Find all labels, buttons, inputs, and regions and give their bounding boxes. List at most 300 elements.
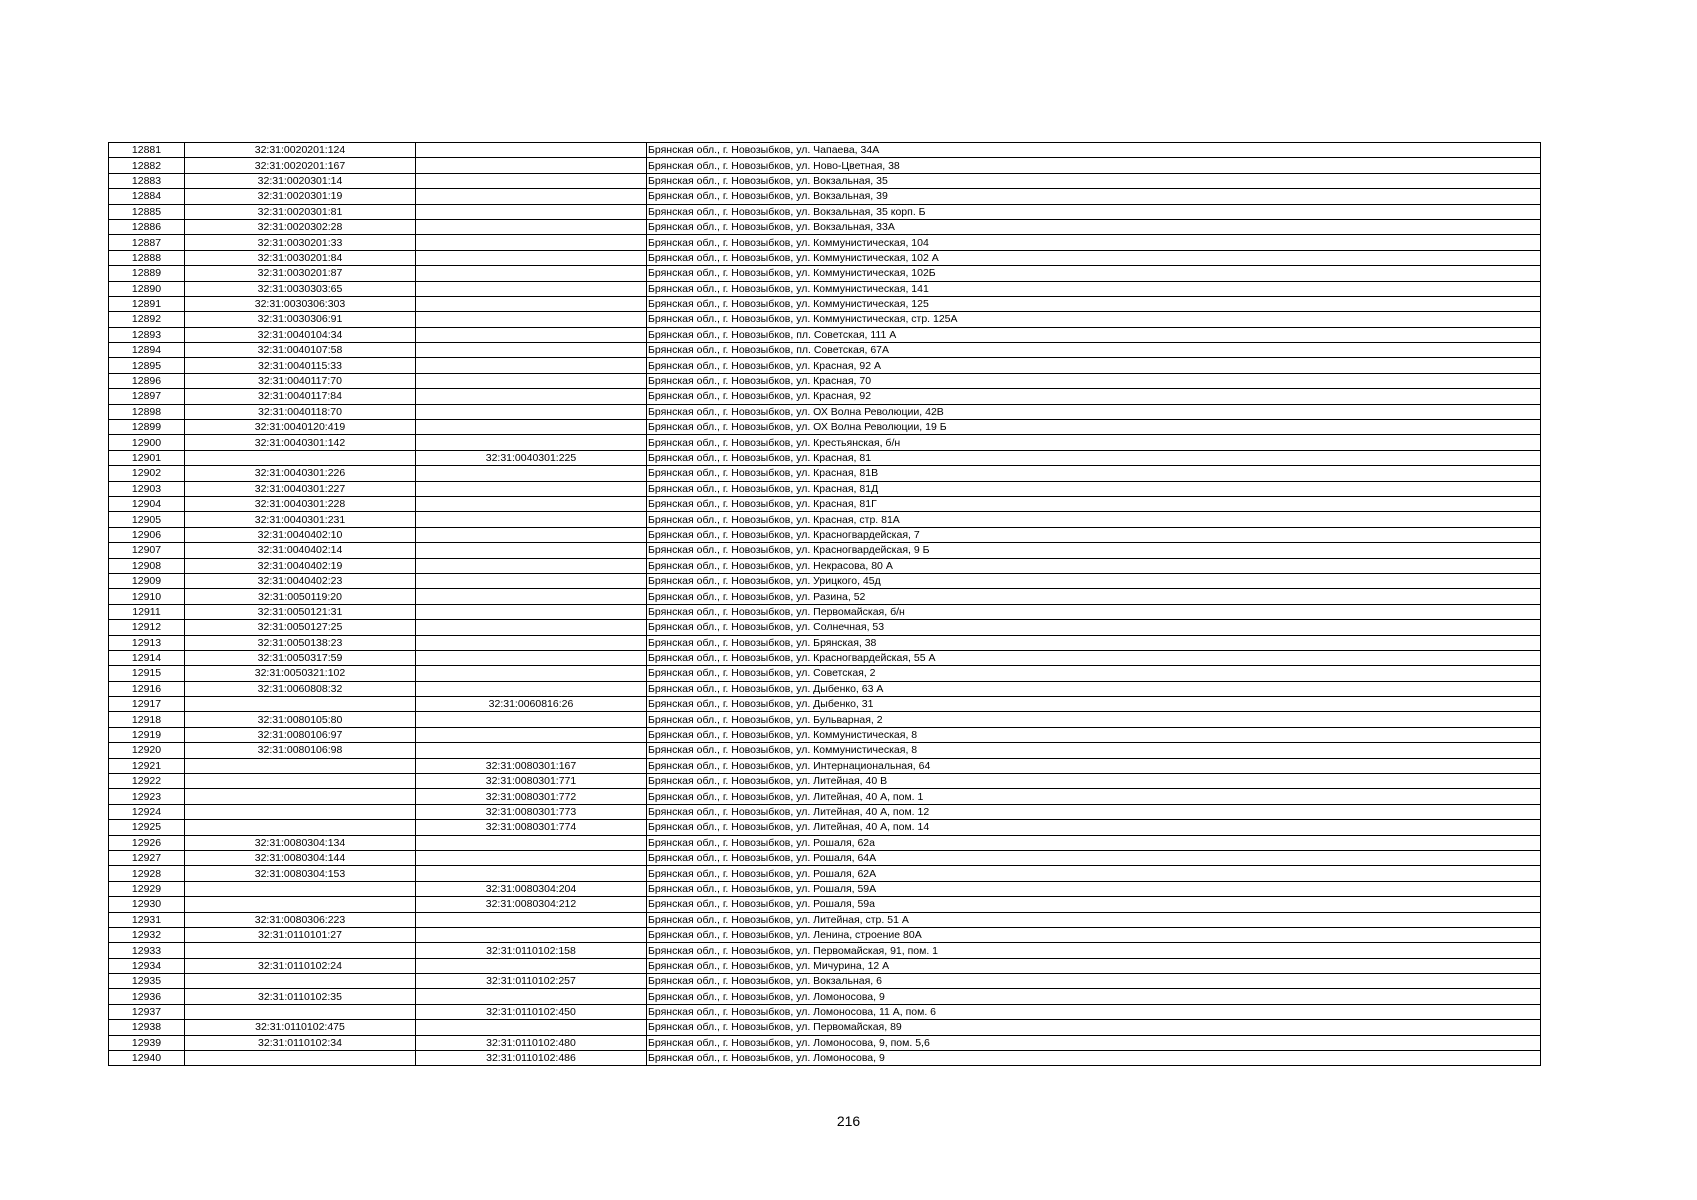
cadastral-number-cell: 32:31:0050127:25 xyxy=(185,620,416,635)
cadastral-number-alt-cell xyxy=(416,250,647,265)
address-cell: Брянская обл., г. Новозыбков, ул. Ломоносова, 9, пом. 5,6 xyxy=(647,1035,1541,1050)
row-number-cell: 12885 xyxy=(109,204,185,219)
table-row xyxy=(109,173,1541,188)
row-number-cell: 12898 xyxy=(109,404,185,419)
row-number-cell: 12886 xyxy=(109,219,185,234)
table-row xyxy=(109,589,1541,604)
address-cell: Брянская обл., г. Новозыбков, ул. Рошаля, 59а xyxy=(647,897,1541,912)
row-number-cell: 12934 xyxy=(109,958,185,973)
cadastral-number-cell: 32:31:0030201:87 xyxy=(185,266,416,281)
row-number-cell: 12884 xyxy=(109,189,185,204)
address-cell: Брянская обл., г. Новозыбков, ул. Коммунистическая, 102 А xyxy=(647,250,1541,265)
cadastral-number-alt-cell: 32:31:0110102:257 xyxy=(416,974,647,989)
cadastral-number-cell: 32:31:0080306:223 xyxy=(185,912,416,927)
table-row xyxy=(109,312,1541,327)
table-row xyxy=(109,296,1541,311)
cadastral-number-alt-cell xyxy=(416,543,647,558)
table-row xyxy=(109,327,1541,342)
row-number-cell: 12894 xyxy=(109,343,185,358)
table-row xyxy=(109,635,1541,650)
address-cell: Брянская обл., г. Новозыбков, ул. Коммунистическая, 102Б xyxy=(647,266,1541,281)
cadastral-number-cell: 32:31:0060808:32 xyxy=(185,681,416,696)
table-row xyxy=(109,250,1541,265)
address-cell: Брянская обл., г. Новозыбков, ул. Коммунистическая, 104 xyxy=(647,235,1541,250)
cadastral-number-alt-cell: 32:31:0110102:480 xyxy=(416,1035,647,1050)
row-number-cell: 12887 xyxy=(109,235,185,250)
cadastral-number-cell: 32:31:0080304:134 xyxy=(185,835,416,850)
cadastral-number-alt-cell xyxy=(416,958,647,973)
table-row xyxy=(109,804,1541,819)
cadastral-number-cell: 32:31:0040402:14 xyxy=(185,543,416,558)
table-row xyxy=(109,543,1541,558)
row-number-cell: 12903 xyxy=(109,481,185,496)
row-number-cell: 12917 xyxy=(109,697,185,712)
row-number-cell: 12905 xyxy=(109,512,185,527)
cadastral-number-cell xyxy=(185,820,416,835)
cadastral-number-alt-cell xyxy=(416,912,647,927)
cadastral-number-alt-cell: 32:31:0080304:212 xyxy=(416,897,647,912)
cadastral-number-alt-cell xyxy=(416,496,647,511)
row-number-cell: 12901 xyxy=(109,450,185,465)
table-row xyxy=(109,943,1541,958)
cadastral-number-alt-cell: 32:31:0080301:167 xyxy=(416,758,647,773)
cadastral-number-alt-cell xyxy=(416,173,647,188)
cadastral-number-cell: 32:31:0040301:226 xyxy=(185,466,416,481)
cadastral-number-cell: 32:31:0050321:102 xyxy=(185,666,416,681)
table-row xyxy=(109,281,1541,296)
row-number-cell: 12896 xyxy=(109,373,185,388)
cadastral-number-cell xyxy=(185,758,416,773)
address-cell: Брянская обл., г. Новозыбков, ул. Коммунистическая, 8 xyxy=(647,727,1541,742)
cadastral-number-alt-cell xyxy=(416,512,647,527)
row-number-cell: 12890 xyxy=(109,281,185,296)
address-cell: Брянская обл., г. Новозыбков, ул. Мичурина, 12 А xyxy=(647,958,1541,973)
cadastral-number-alt-cell xyxy=(416,635,647,650)
table-row xyxy=(109,1004,1541,1019)
address-cell: Брянская обл., г. Новозыбков, ул. Ломоносова, 11 А, пом. 6 xyxy=(647,1004,1541,1019)
row-number-cell: 12912 xyxy=(109,620,185,635)
cadastral-number-alt-cell xyxy=(416,327,647,342)
table-row xyxy=(109,774,1541,789)
row-number-cell: 12895 xyxy=(109,358,185,373)
registry-table-body xyxy=(109,143,1541,1066)
address-cell: Брянская обл., г. Новозыбков, ул. Красногвардейская, 7 xyxy=(647,527,1541,542)
cadastral-number-cell: 32:31:0030306:91 xyxy=(185,312,416,327)
table-row xyxy=(109,604,1541,619)
cadastral-number-cell: 32:31:0030303:65 xyxy=(185,281,416,296)
address-cell: Брянская обл., г. Новозыбков, ул. Вокзальная, 39 xyxy=(647,189,1541,204)
row-number-cell: 12909 xyxy=(109,573,185,588)
cadastral-number-cell: 32:31:0110102:475 xyxy=(185,1020,416,1035)
cadastral-number-cell: 32:31:0040301:228 xyxy=(185,496,416,511)
table-row xyxy=(109,558,1541,573)
address-cell: Брянская обл., г. Новозыбков, ул. Литейная, 40 А, пом. 12 xyxy=(647,804,1541,819)
cadastral-number-alt-cell xyxy=(416,435,647,450)
address-cell: Брянская обл., г. Новозыбков, ул. Красногвардейская, 55 А xyxy=(647,650,1541,665)
cadastral-number-cell: 32:31:0040118:70 xyxy=(185,404,416,419)
cadastral-number-alt-cell xyxy=(416,712,647,727)
table-row xyxy=(109,820,1541,835)
row-number-cell: 12892 xyxy=(109,312,185,327)
table-row xyxy=(109,235,1541,250)
row-number-cell: 12904 xyxy=(109,496,185,511)
row-number-cell: 12925 xyxy=(109,820,185,835)
address-cell: Брянская обл., г. Новозыбков, ул. Литейная, 40 А, пом. 1 xyxy=(647,789,1541,804)
table-row xyxy=(109,481,1541,496)
table-row xyxy=(109,389,1541,404)
row-number-cell: 12900 xyxy=(109,435,185,450)
row-number-cell: 12893 xyxy=(109,327,185,342)
table-row xyxy=(109,974,1541,989)
cadastral-number-alt-cell xyxy=(416,204,647,219)
cadastral-number-cell xyxy=(185,774,416,789)
row-number-cell: 12897 xyxy=(109,389,185,404)
row-number-cell: 12938 xyxy=(109,1020,185,1035)
table-row xyxy=(109,927,1541,942)
cadastral-number-cell: 32:31:0040301:142 xyxy=(185,435,416,450)
row-number-cell: 12922 xyxy=(109,774,185,789)
table-row xyxy=(109,420,1541,435)
cadastral-number-alt-cell: 32:31:0110102:450 xyxy=(416,1004,647,1019)
cadastral-number-alt-cell: 32:31:0060816:26 xyxy=(416,697,647,712)
address-cell: Брянская обл., г. Новозыбков, ул. Красная, 70 xyxy=(647,373,1541,388)
table-row xyxy=(109,358,1541,373)
row-number-cell: 12891 xyxy=(109,296,185,311)
address-cell: Брянская обл., г. Новозыбков, ул. Вокзальная, 35 xyxy=(647,173,1541,188)
cadastral-number-cell xyxy=(185,897,416,912)
address-cell: Брянская обл., г. Новозыбков, ул. Красная, 81В xyxy=(647,466,1541,481)
address-cell: Брянская обл., г. Новозыбков, ул. Коммунистическая, 125 xyxy=(647,296,1541,311)
cadastral-number-cell: 32:31:0110102:35 xyxy=(185,989,416,1004)
table-row xyxy=(109,620,1541,635)
address-cell: Брянская обл., г. Новозыбков, ул. Вокзальная, 6 xyxy=(647,974,1541,989)
cadastral-number-cell: 32:31:0030306:303 xyxy=(185,296,416,311)
address-cell: Брянская обл., г. Новозыбков, ул. ОХ Волна Революции, 42В xyxy=(647,404,1541,419)
cadastral-number-cell: 32:31:0040117:84 xyxy=(185,389,416,404)
row-number-cell: 12910 xyxy=(109,589,185,604)
address-cell: Брянская обл., г. Новозыбков, ул. Первомайская, б/н xyxy=(647,604,1541,619)
cadastral-number-cell: 32:31:0040402:10 xyxy=(185,527,416,542)
registry-table xyxy=(108,142,1541,1066)
table-row xyxy=(109,958,1541,973)
cadastral-number-cell: 32:31:0020201:124 xyxy=(185,143,416,158)
cadastral-number-alt-cell xyxy=(416,343,647,358)
cadastral-number-alt-cell: 32:31:0080301:774 xyxy=(416,820,647,835)
row-number-cell: 12928 xyxy=(109,866,185,881)
address-cell: Брянская обл., г. Новозыбков, ул. Красная, 92 А xyxy=(647,358,1541,373)
cadastral-number-alt-cell xyxy=(416,573,647,588)
address-cell: Брянская обл., г. Новозыбков, пл. Советская, 111 А xyxy=(647,327,1541,342)
address-cell: Брянская обл., г. Новозыбков, ул. Рошаля, 64А xyxy=(647,850,1541,865)
cadastral-number-alt-cell xyxy=(416,420,647,435)
address-cell: Брянская обл., г. Новозыбков, ул. Дыбенко, 63 А xyxy=(647,681,1541,696)
address-cell: Брянская обл., г. Новозыбков, ул. ОХ Волна Революции, 19 Б xyxy=(647,420,1541,435)
table-row xyxy=(109,343,1541,358)
address-cell: Брянская обл., г. Новозыбков, ул. Ломоносова, 9 xyxy=(647,1051,1541,1066)
cadastral-number-cell: 32:31:0110101:27 xyxy=(185,927,416,942)
cadastral-number-alt-cell xyxy=(416,681,647,696)
address-cell: Брянская обл., г. Новозыбков, ул. Красная, 81Г xyxy=(647,496,1541,511)
cadastral-number-alt-cell: 32:31:0080301:771 xyxy=(416,774,647,789)
cadastral-number-alt-cell xyxy=(416,312,647,327)
row-number-cell: 12921 xyxy=(109,758,185,773)
table-row xyxy=(109,835,1541,850)
row-number-cell: 12931 xyxy=(109,912,185,927)
cadastral-number-alt-cell xyxy=(416,481,647,496)
cadastral-number-cell: 32:31:0080106:97 xyxy=(185,727,416,742)
address-cell: Брянская обл., г. Новозыбков, ул. Некрасова, 80 А xyxy=(647,558,1541,573)
table-row xyxy=(109,881,1541,896)
table-row xyxy=(109,850,1541,865)
address-cell: Брянская обл., г. Новозыбков, ул. Первомайская, 91, пом. 1 xyxy=(647,943,1541,958)
address-cell: Брянская обл., г. Новозыбков, ул. Крестьянская, б/н xyxy=(647,435,1541,450)
table-row xyxy=(109,650,1541,665)
row-number-cell: 12916 xyxy=(109,681,185,696)
table-row xyxy=(109,789,1541,804)
cadastral-number-alt-cell: 32:31:0040301:225 xyxy=(416,450,647,465)
row-number-cell: 12907 xyxy=(109,543,185,558)
table-row xyxy=(109,866,1541,881)
address-cell: Брянская обл., г. Новозыбков, ул. Чапаева, 34А xyxy=(647,143,1541,158)
address-cell: Брянская обл., г. Новозыбков, ул. Рошаля, 59А xyxy=(647,881,1541,896)
address-cell: Брянская обл., г. Новозыбков, ул. Урицкого, 45д xyxy=(647,573,1541,588)
cadastral-number-alt-cell xyxy=(416,158,647,173)
address-cell: Брянская обл., г. Новозыбков, ул. Коммунистическая, стр. 125А xyxy=(647,312,1541,327)
address-cell: Брянская обл., г. Новозыбков, ул. Литейная, стр. 51 А xyxy=(647,912,1541,927)
page-number: 216 xyxy=(836,1113,861,1129)
table-row xyxy=(109,496,1541,511)
table-row xyxy=(109,1035,1541,1050)
row-number-cell: 12889 xyxy=(109,266,185,281)
table-row xyxy=(109,743,1541,758)
cadastral-number-cell xyxy=(185,804,416,819)
address-cell: Брянская обл., г. Новозыбков, ул. Вокзальная, 33А xyxy=(647,219,1541,234)
row-number-cell: 12920 xyxy=(109,743,185,758)
cadastral-number-alt-cell xyxy=(416,389,647,404)
address-cell: Брянская обл., г. Новозыбков, ул. Рошаля, 62А xyxy=(647,866,1541,881)
address-cell: Брянская обл., г. Новозыбков, ул. Разина, 52 xyxy=(647,589,1541,604)
row-number-cell: 12924 xyxy=(109,804,185,819)
cadastral-number-alt-cell xyxy=(416,527,647,542)
table-row xyxy=(109,219,1541,234)
address-cell: Брянская обл., г. Новозыбков, ул. Солнечная, 53 xyxy=(647,620,1541,635)
cadastral-number-cell: 32:31:0040115:33 xyxy=(185,358,416,373)
cadastral-number-cell: 32:31:0110102:24 xyxy=(185,958,416,973)
cadastral-number-alt-cell xyxy=(416,650,647,665)
table-row xyxy=(109,527,1541,542)
address-cell: Брянская обл., г. Новозыбков, ул. Красногвардейская, 9 Б xyxy=(647,543,1541,558)
cadastral-number-alt-cell xyxy=(416,281,647,296)
address-cell: Брянская обл., г. Новозыбков, ул. Коммунистическая, 141 xyxy=(647,281,1541,296)
address-cell: Брянская обл., г. Новозыбков, ул. Красная, 81 xyxy=(647,450,1541,465)
table-row xyxy=(109,573,1541,588)
address-cell: Брянская обл., г. Новозыбков, ул. Ново-Цветная, 38 xyxy=(647,158,1541,173)
cadastral-number-alt-cell xyxy=(416,604,647,619)
cadastral-number-alt-cell xyxy=(416,143,647,158)
table-row xyxy=(109,158,1541,173)
cadastral-number-cell xyxy=(185,974,416,989)
address-cell: Брянская обл., г. Новозыбков, ул. Вокзальная, 35 корп. Б xyxy=(647,204,1541,219)
address-cell: Брянская обл., г. Новозыбков, ул. Литейная, 40 А, пом. 14 xyxy=(647,820,1541,835)
cadastral-number-cell xyxy=(185,1004,416,1019)
row-number-cell: 12918 xyxy=(109,712,185,727)
cadastral-number-cell xyxy=(185,943,416,958)
table-row xyxy=(109,1051,1541,1066)
row-number-cell: 12932 xyxy=(109,927,185,942)
cadastral-number-cell: 32:31:0050119:20 xyxy=(185,589,416,604)
cadastral-number-alt-cell xyxy=(416,466,647,481)
address-cell: Брянская обл., г. Новозыбков, ул. Красная, стр. 81А xyxy=(647,512,1541,527)
cadastral-number-cell: 32:31:0040107:58 xyxy=(185,343,416,358)
address-cell: Брянская обл., г. Новозыбков, ул. Рошаля, 62а xyxy=(647,835,1541,850)
cadastral-number-cell: 32:31:0080304:153 xyxy=(185,866,416,881)
cadastral-number-alt-cell xyxy=(416,835,647,850)
table-row xyxy=(109,681,1541,696)
address-cell: Брянская обл., г. Новозыбков, ул. Советская, 2 xyxy=(647,666,1541,681)
cadastral-number-cell xyxy=(185,1051,416,1066)
address-cell: Брянская обл., г. Новозыбков, ул. Первомайская, 89 xyxy=(647,1020,1541,1035)
table-row xyxy=(109,435,1541,450)
cadastral-number-cell: 32:31:0020301:81 xyxy=(185,204,416,219)
row-number-cell: 12937 xyxy=(109,1004,185,1019)
table-row xyxy=(109,666,1541,681)
cadastral-number-alt-cell: 32:31:0080301:773 xyxy=(416,804,647,819)
cadastral-number-alt-cell xyxy=(416,404,647,419)
cadastral-number-alt-cell xyxy=(416,373,647,388)
cadastral-number-alt-cell xyxy=(416,989,647,1004)
cadastral-number-cell: 32:31:0020201:167 xyxy=(185,158,416,173)
cadastral-number-alt-cell xyxy=(416,235,647,250)
address-cell: Брянская обл., г. Новозыбков, ул. Ленина, строение 80А xyxy=(647,927,1541,942)
row-number-cell: 12908 xyxy=(109,558,185,573)
row-number-cell: 12911 xyxy=(109,604,185,619)
table-row xyxy=(109,512,1541,527)
cadastral-number-cell: 32:31:0030201:84 xyxy=(185,250,416,265)
cadastral-number-alt-cell: 32:31:0110102:486 xyxy=(416,1051,647,1066)
cadastral-number-cell: 32:31:0040402:19 xyxy=(185,558,416,573)
table-row xyxy=(109,143,1541,158)
cadastral-number-cell: 32:31:0020301:14 xyxy=(185,173,416,188)
address-cell: Брянская обл., г. Новозыбков, ул. Интернациональная, 64 xyxy=(647,758,1541,773)
cadastral-number-alt-cell xyxy=(416,558,647,573)
cadastral-number-alt-cell xyxy=(416,927,647,942)
row-number-cell: 12935 xyxy=(109,974,185,989)
table-row xyxy=(109,989,1541,1004)
address-cell: Брянская обл., г. Новозыбков, ул. Красная, 81Д xyxy=(647,481,1541,496)
cadastral-number-alt-cell xyxy=(416,589,647,604)
cadastral-number-alt-cell: 32:31:0110102:158 xyxy=(416,943,647,958)
cadastral-number-cell: 32:31:0040104:34 xyxy=(185,327,416,342)
row-number-cell: 12926 xyxy=(109,835,185,850)
cadastral-number-alt-cell: 32:31:0080304:204 xyxy=(416,881,647,896)
table-row xyxy=(109,758,1541,773)
table-row xyxy=(109,189,1541,204)
table-row xyxy=(109,466,1541,481)
address-cell: Брянская обл., г. Новозыбков, ул. Ломоносова, 9 xyxy=(647,989,1541,1004)
cadastral-number-cell xyxy=(185,789,416,804)
cadastral-number-cell: 32:31:0110102:34 xyxy=(185,1035,416,1050)
row-number-cell: 12933 xyxy=(109,943,185,958)
address-cell: Брянская обл., г. Новозыбков, ул. Литейная, 40 В xyxy=(647,774,1541,789)
cadastral-number-cell: 32:31:0040301:231 xyxy=(185,512,416,527)
cadastral-number-alt-cell xyxy=(416,189,647,204)
cadastral-number-alt-cell xyxy=(416,266,647,281)
cadastral-number-alt-cell xyxy=(416,743,647,758)
address-cell: Брянская обл., г. Новозыбков, пл. Советская, 67А xyxy=(647,343,1541,358)
cadastral-number-cell: 32:31:0080304:144 xyxy=(185,850,416,865)
cadastral-number-cell: 32:31:0050121:31 xyxy=(185,604,416,619)
row-number-cell: 12939 xyxy=(109,1035,185,1050)
cadastral-number-cell: 32:31:0080106:98 xyxy=(185,743,416,758)
cadastral-number-cell: 32:31:0040301:227 xyxy=(185,481,416,496)
cadastral-number-cell: 32:31:0050138:23 xyxy=(185,635,416,650)
table-row xyxy=(109,1020,1541,1035)
cadastral-number-alt-cell xyxy=(416,219,647,234)
cadastral-number-cell: 32:31:0080105:80 xyxy=(185,712,416,727)
table-row xyxy=(109,266,1541,281)
row-number-cell: 12927 xyxy=(109,850,185,865)
row-number-cell: 12906 xyxy=(109,527,185,542)
table-row xyxy=(109,897,1541,912)
cadastral-number-alt-cell xyxy=(416,866,647,881)
cadastral-number-alt-cell: 32:31:0080301:772 xyxy=(416,789,647,804)
cadastral-number-cell: 32:31:0040402:23 xyxy=(185,573,416,588)
row-number-cell: 12888 xyxy=(109,250,185,265)
address-cell: Брянская обл., г. Новозыбков, ул. Брянская, 38 xyxy=(647,635,1541,650)
address-cell: Брянская обл., г. Новозыбков, ул. Красная, 92 xyxy=(647,389,1541,404)
table-row xyxy=(109,373,1541,388)
cadastral-number-alt-cell xyxy=(416,1020,647,1035)
cadastral-number-alt-cell xyxy=(416,358,647,373)
row-number-cell: 12940 xyxy=(109,1051,185,1066)
cadastral-number-cell xyxy=(185,697,416,712)
table-row xyxy=(109,204,1541,219)
row-number-cell: 12936 xyxy=(109,989,185,1004)
cadastral-number-cell xyxy=(185,450,416,465)
address-cell: Брянская обл., г. Новозыбков, ул. Бульварная, 2 xyxy=(647,712,1541,727)
row-number-cell: 12914 xyxy=(109,650,185,665)
cadastral-number-cell: 32:31:0040117:70 xyxy=(185,373,416,388)
row-number-cell: 12883 xyxy=(109,173,185,188)
table-row xyxy=(109,712,1541,727)
address-cell: Брянская обл., г. Новозыбков, ул. Коммунистическая, 8 xyxy=(647,743,1541,758)
cadastral-number-cell xyxy=(185,881,416,896)
table-row xyxy=(109,697,1541,712)
row-number-cell: 12930 xyxy=(109,897,185,912)
cadastral-number-cell: 32:31:0020301:19 xyxy=(185,189,416,204)
table-row xyxy=(109,404,1541,419)
row-number-cell: 12881 xyxy=(109,143,185,158)
cadastral-number-alt-cell xyxy=(416,850,647,865)
row-number-cell: 12902 xyxy=(109,466,185,481)
row-number-cell: 12923 xyxy=(109,789,185,804)
address-cell: Брянская обл., г. Новозыбков, ул. Дыбенко, 31 xyxy=(647,697,1541,712)
cadastral-number-cell: 32:31:0050317:59 xyxy=(185,650,416,665)
row-number-cell: 12913 xyxy=(109,635,185,650)
table-row xyxy=(109,912,1541,927)
row-number-cell: 12929 xyxy=(109,881,185,896)
cadastral-number-alt-cell xyxy=(416,727,647,742)
cadastral-number-alt-cell xyxy=(416,620,647,635)
cadastral-number-cell: 32:31:0040120:419 xyxy=(185,420,416,435)
row-number-cell: 12882 xyxy=(109,158,185,173)
row-number-cell: 12915 xyxy=(109,666,185,681)
row-number-cell: 12919 xyxy=(109,727,185,742)
cadastral-number-alt-cell xyxy=(416,296,647,311)
table-row xyxy=(109,450,1541,465)
cadastral-number-alt-cell xyxy=(416,666,647,681)
cadastral-number-cell: 32:31:0020302:28 xyxy=(185,219,416,234)
